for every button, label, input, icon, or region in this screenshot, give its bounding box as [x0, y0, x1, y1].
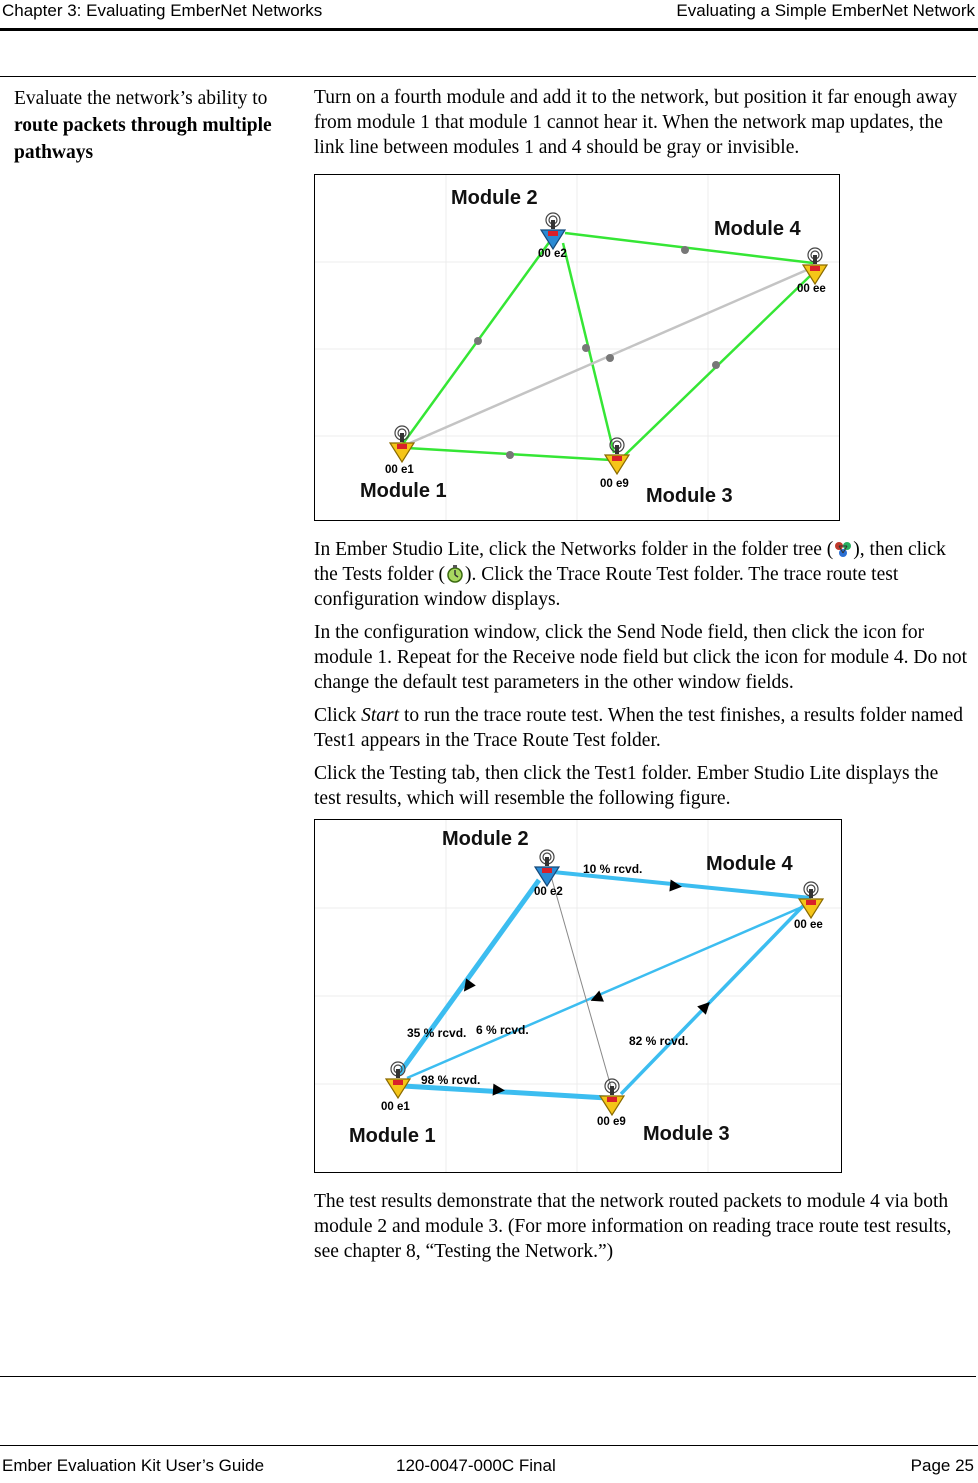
result-node-label-ee: 00 ee — [794, 919, 823, 931]
percent-label-e1-e9: 98 % rcvd. — [421, 1073, 481, 1087]
p2-text-b: ), then click the Tests folder ( — [314, 539, 946, 585]
footer-doc-number: 120-0047-000C Final — [396, 1456, 556, 1475]
route-e1-ee — [407, 904, 809, 1078]
paragraph-config-window: In the configuration window, click the Send Node field, then click the icon for module 1. Repeat for the Receive node field but click the icon for module 4. Do not change the default test parameters in the other window fields. — [314, 622, 968, 693]
paragraph-add-module: Turn on a fourth module and add it to the network, but position it far enough away from module 1 that module 1 cannot hear it. When the network map updates, the link line between modules 1 and 4 should be gray or invisible. — [314, 87, 958, 158]
module-1-label: Module 1 — [360, 480, 447, 502]
percent-label-e2-ee: 10 % rcvd. — [583, 862, 643, 876]
result-node-label-e9: 00 e9 — [597, 1116, 626, 1128]
table-bottom-rule — [0, 1376, 976, 1377]
start-command: Start — [361, 705, 400, 726]
percent-label-e1-e2: 35 % rcvd. — [407, 1026, 467, 1040]
task-emphasis: route packets through multiple pathways — [14, 115, 272, 163]
result-module-1-label: Module 1 — [349, 1125, 436, 1147]
result-module-4-label: Module 4 — [706, 853, 793, 875]
p4-text-b: to run the trace route test. When the test finishes, a results folder named Test1 appears in the Trace Route Test folder. — [314, 705, 963, 751]
route-e1-e9 — [403, 1086, 607, 1098]
link-midpoints — [474, 246, 720, 459]
node-label-e9: 00 e9 — [600, 478, 629, 490]
p4-text-a: Click — [314, 705, 362, 726]
result-module-3-label: Module 3 — [643, 1123, 730, 1145]
section-title: Evaluating a Simple EmberNet Network — [676, 1, 975, 20]
networks-folder-icon — [833, 539, 853, 559]
p2-text-c: ). Click the Trace Route Test folder. The trace route test configuration window displays. — [314, 564, 899, 610]
result-node-label-e1: 00 e1 — [381, 1101, 410, 1113]
route-e1-e2 — [399, 880, 539, 1074]
route-e9-ee — [621, 906, 803, 1094]
tests-folder-icon — [445, 564, 465, 584]
module-2-label: Module 2 — [451, 187, 538, 209]
network-map-svg — [315, 175, 839, 520]
paragraph-tests-folder — [314, 537, 969, 612]
paragraph-start-test — [314, 703, 969, 753]
p2-text-a: In Ember Studio Lite, click the Networks folder in the folder tree ( — [314, 539, 834, 560]
trace-route-svg — [315, 820, 841, 1172]
chapter-title: Chapter 3: Evaluating EmberNet Networks — [2, 1, 323, 20]
footer-rule — [0, 1445, 978, 1446]
node-e2-icon[interactable] — [541, 213, 565, 249]
route-e2-e9-thin — [551, 876, 613, 1094]
footer-guide-title: Ember Evaluation Kit User’s Guide — [2, 1456, 265, 1475]
percent-label-e9-ee: 82 % rcvd. — [629, 1034, 689, 1048]
percent-label-e1-ee: 6 % rcvd. — [476, 1023, 529, 1037]
node-label-e2: 00 e2 — [538, 248, 567, 260]
trace-route-results-figure — [314, 819, 842, 1173]
page-header — [0, 0, 978, 30]
footer-page-number: Page 25 — [910, 1456, 974, 1475]
node-e9-icon[interactable] — [605, 438, 629, 474]
result-node-ee-icon[interactable] — [799, 882, 823, 918]
module-3-label: Module 3 — [646, 485, 733, 507]
paragraph-testing-tab: Click the Testing tab, then click the Test1 folder. Ember Studio Lite displays the test results, which will resemble the following figure. — [314, 763, 939, 809]
node-label-ee: 00 ee — [797, 283, 826, 295]
paragraph-conclusion: The test results demonstrate that the network routed packets to module 4 via both module 2 and module 3. (For more information on reading trace route test results, see chapter 8, “Testing the Network.”) — [314, 1191, 952, 1262]
network-map-figure — [314, 174, 840, 521]
route-arrowheads — [459, 880, 714, 1097]
result-node-label-e2: 00 e2 — [534, 886, 563, 898]
result-module-2-label: Module 2 — [442, 828, 529, 850]
procedure-column — [314, 85, 969, 1264]
module-4-label: Module 4 — [714, 218, 801, 240]
header-rule — [0, 28, 978, 31]
task-description — [14, 85, 284, 166]
node-label-e1: 00 e1 — [385, 464, 414, 476]
task-prefix: Evaluate the network’s ability to — [14, 88, 268, 109]
table-top-rule — [0, 76, 976, 77]
